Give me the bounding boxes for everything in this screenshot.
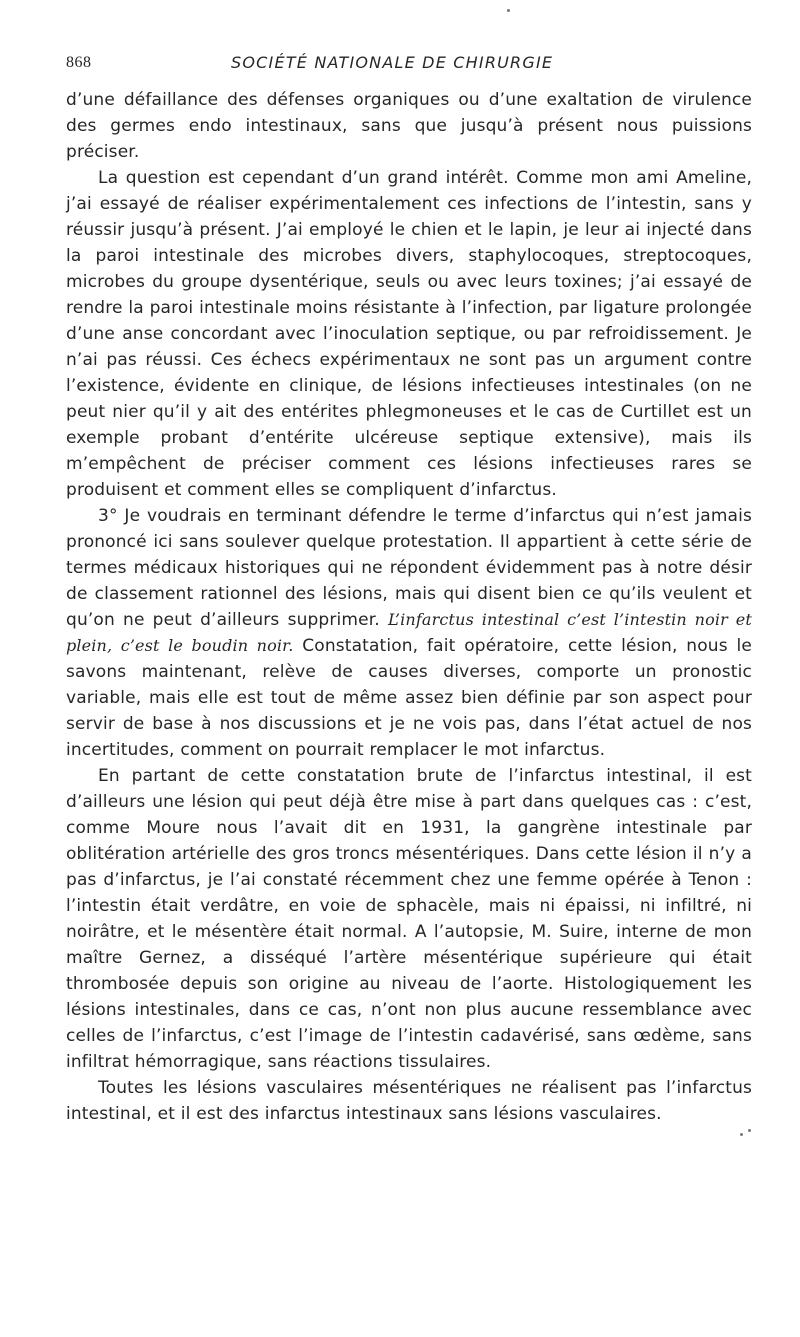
page-number: 868 <box>66 54 92 71</box>
small-ink-mark <box>740 1133 743 1136</box>
paragraph-3-end: Constatation, fait opératoire, cette lésion, nous le savons maintenant, relève de causes diverses, comporte un pronostic variable, mais elle est tout de même assez bien définie par son aspect pour servir de base à nos discussions et je ne vois pas, dans l’état actuel de nos incertitudes, comment on pourrait remplacer le mot infarctus. <box>66 636 752 760</box>
paragraph-3-italic-quote: L’infarctus intestinal c’est l’intestin noir et plein, c’est le boudin noir. <box>66 610 752 655</box>
paragraph-2: La question est cependant d’un grand intérêt. Comme mon ami Ameline, j’ai essayé de réaliser expérimentalement ces infections de l’intestin, sans y réussir jusqu’à présent. J’ai employé le chien et le lapin, je leur ai injecté dans la paroi intestinale des microbes divers, staphylocoques, streptocoques, microbes du groupe dysentérique, seuls ou avec leurs toxines; j’ai essayé de rendre la paroi intestinale moins résistante à l’infection, par ligature prolongée d’une anse concordant avec l’inoculation septique, ou par refroidissement. Je n’ai pas réussi. Ces échecs expérimentaux ne sont pas un argument contre l’existence, évidente en clinique, de lésions infectieuses intestinales (on ne peut nier qu’il y ait des entérites phlegmoneuses et le cas de Curtillet est un exemple probant d’entérite ulcéreuse septique extensive), mais ils m’empêchent de préciser comment ces lésions infectieuses rares se produisent et comment elles se compliquent d’infarctus. <box>66 168 752 500</box>
small-ink-mark <box>748 1129 751 1132</box>
body-text <box>66 87 752 1127</box>
paragraph-1: d’une défaillance des défenses organiques ou d’une exaltation de virulence des germes endo intestinaux, sans que jusqu’à présent nous puissions préciser. <box>66 90 752 162</box>
running-title: SOCIÉTÉ NATIONALE DE CHIRURGIE <box>231 53 554 72</box>
paragraph-3-start: 3° Je voudrais en terminant défendre le terme d’infarctus qui n’est jamais prononcé ici sans soulever quelque protestation. Il appartient à cette série de termes médicaux historiques qui ne répondent évidemment pas à notre désir de classement rationnel des lésions, mais qui disent bien ce qu’ils veulent et qu’on ne peut d’ailleurs supprimer. <box>66 506 752 630</box>
paragraph-4: En partant de cette constatation brute de l’infarctus intestinal, il est d’ailleurs une lésion qui peut déjà être mise à part dans quelques cas : c’est, comme Moure nous l’avait dit en 1931, la gangrène intestinale par oblitération artérielle des gros troncs mésentériques. Dans cette lésion il n’y a pas d’infarctus, je l’ai constaté récemment chez une femme opérée à Tenon : l’intestin était verdâtre, en voie de sphacèle, mais ni épaissi, ni infiltré, ni noirâtre, et le mésentère était normal. A l’autopsie, M. Suire, interne de mon maître Gernez, a disséqué l’artère mésentérique supérieure qui était thrombosée depuis son origine au niveau de l’aorte. Histologiquement les lésions intestinales, dans ce cas, n’ont non plus aucune ressemblance avec celles de l’infarctus, c’est l’image de l’intestin cadavérisé, sans œdème, sans infiltrat hémorragique, sans réactions tissulaires. <box>66 766 752 1072</box>
page-header <box>66 54 752 78</box>
small-ink-mark <box>507 9 510 12</box>
paragraph-3 <box>66 503 752 763</box>
paragraph-5: Toutes les lésions vasculaires mésentériques ne réalisent pas l’infarctus intestinal, et il est des infarctus intestinaux sans lésions vasculaires. <box>66 1078 752 1124</box>
